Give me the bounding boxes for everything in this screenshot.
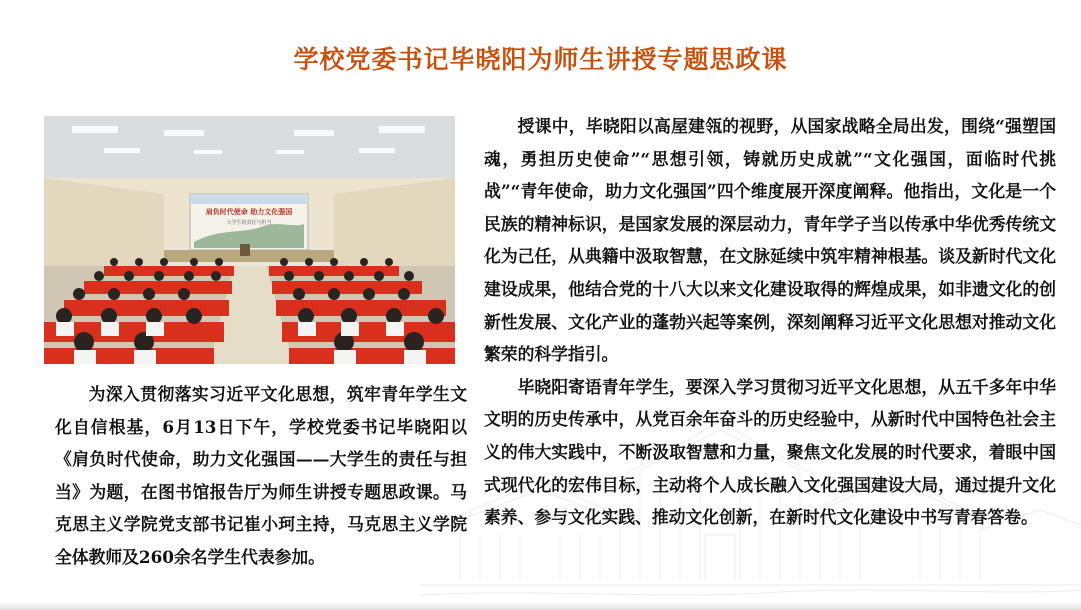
body-paragraph-1: 授课中，毕晓阳以高屋建瓴的视野，从国家战略全局出发，围绕“强塑国魂，勇担历史使命”“思想引领，铸就历史成就”“文化强国，面临时代挑战”“青年使命，助力文化强国”四个维度展开深度阐释。他指出，文化是一个民族的精神标识，是国家发展的深层动力，青年学子当以传承中华优秀传统文化为己任，从典籍中汲取智慧，在文脉延续中筑牢精神根基。谈及新时代文化建设成果，他结合党的十八大以来文化建设取得的辉煌成果，如非遗文化的创新性发展、文化产业的蓬勃兴起等案例，深刻阐释习近平文化思想对推动文化繁荣的科学指引。 [484,116,1056,365]
intro-paragraph: 为深入贯彻落实习近平文化思想，筑牢青年学生文化自信根基，6月13日下午，学校党委书记毕晓阳以《肩负时代使命，助力文化强国——大学生的责任与担当》为题，在图书馆报告厅为师生讲授专题思政课。马克思主义学院党支部书记崔小珂主持，马克思主义学院全体教师及260余名学生代表参加。 [55,384,467,567]
bottom-edge-shadow [0,602,1081,610]
page-title: 学校党委书记毕晓阳为师生讲授专题思政课 [293,45,788,74]
screen-subtitle: 大学生的责任与担当 [226,220,272,226]
screen-title: 肩负时代使命 助力文化强国 [205,208,293,216]
body-text-block [484,110,1056,534]
lecture-hall-photo [44,116,455,364]
intro-paragraph-block [55,378,467,574]
body-paragraph-2: 毕晓阳寄语青年学生，要深入学习贯彻习近平文化思想，从五千多年中华文明的历史传承中，从党百余年奋斗的历史经验中，从新时代中国特色社会主义的伟大实践中，不断汲取智慧和力量，聚焦文化发展的时代要求，着眼中国式现代化的宏伟目标，主动将个人成长融入文化强国建设大局，通过提升文化素养、参与文化实践、推动文化创新，在新时代文化建设中书写青春答卷。 [484,376,1056,528]
